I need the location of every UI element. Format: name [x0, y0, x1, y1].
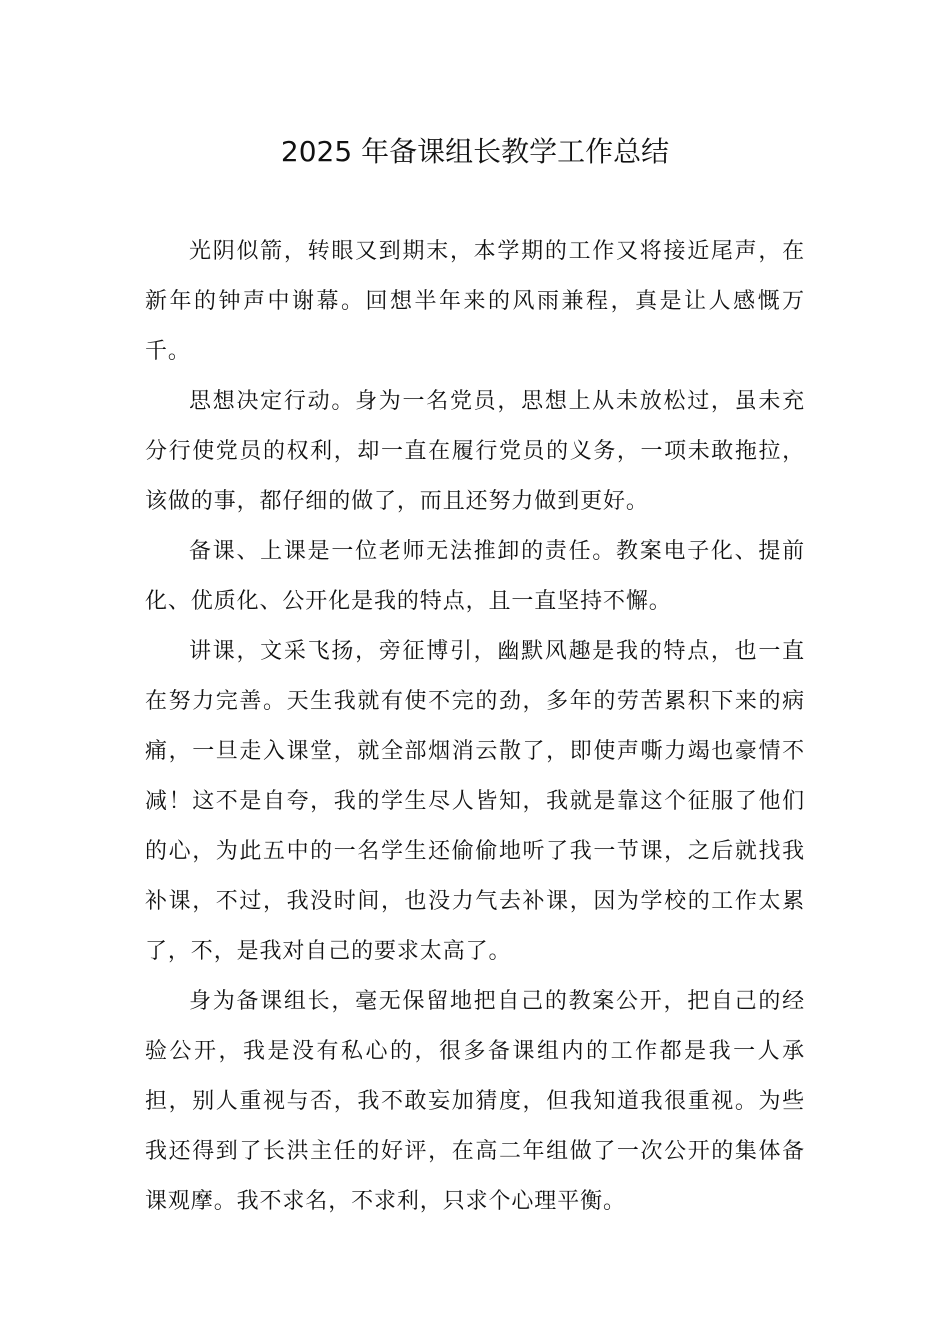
- paragraph-3: 备课、上课是一位老师无法推卸的责任。教案电子化、提前化、优质化、公开化是我的特点，且一直坚持不懈。: [145, 539, 805, 614]
- paragraph-4: 讲课，文采飞扬，旁征博引，幽默风趣是我的特点，也一直在努力完善。天生我就有使不完的劲，多年的劳苦累积下来的病痛，一旦走入课堂，就全部烟消云散了，即使声嘶力竭也豪情不减！这不是自夸，我的学生尽人皆知，我就是靠这个征服了他们的心，为此五中的一名学生还偷偷地听了我一节课，之后就找我补课，不过，我没时间，也没力气去补课，因为学校的工作太累了，不，是我对自己的要求太高了。: [145, 639, 805, 964]
- document-title: 2025 年备课组长教学工作总结: [280, 135, 670, 168]
- paragraph-5: 身为备课组长，毫无保留地把自己的教案公开，把自己的经验公开，我是没有私心的，很多备课组内的工作都是我一人承担，别人重视与否，我不敢妄加猜度，但我知道我很重视。为些我还得到了长洪主任的好评，在高二年组做了一次公开的集体备课观摩。我不求名，不求利，只求个心理平衡。: [145, 989, 805, 1214]
- paragraph-1: 光阴似箭，转眼又到期末，本学期的工作又将接近尾声，在新年的钟声中谢幕。回想半年来的风雨兼程，真是让人感慨万千。: [145, 239, 805, 364]
- paragraph-2: 思想决定行动。身为一名党员，思想上从未放松过，虽未充分行使党员的权利，却一直在履行党员的义务，一项未敢拖拉，该做的事，都仔细的做了，而且还努力做到更好。: [145, 389, 805, 514]
- document-body: [145, 227, 805, 1227]
